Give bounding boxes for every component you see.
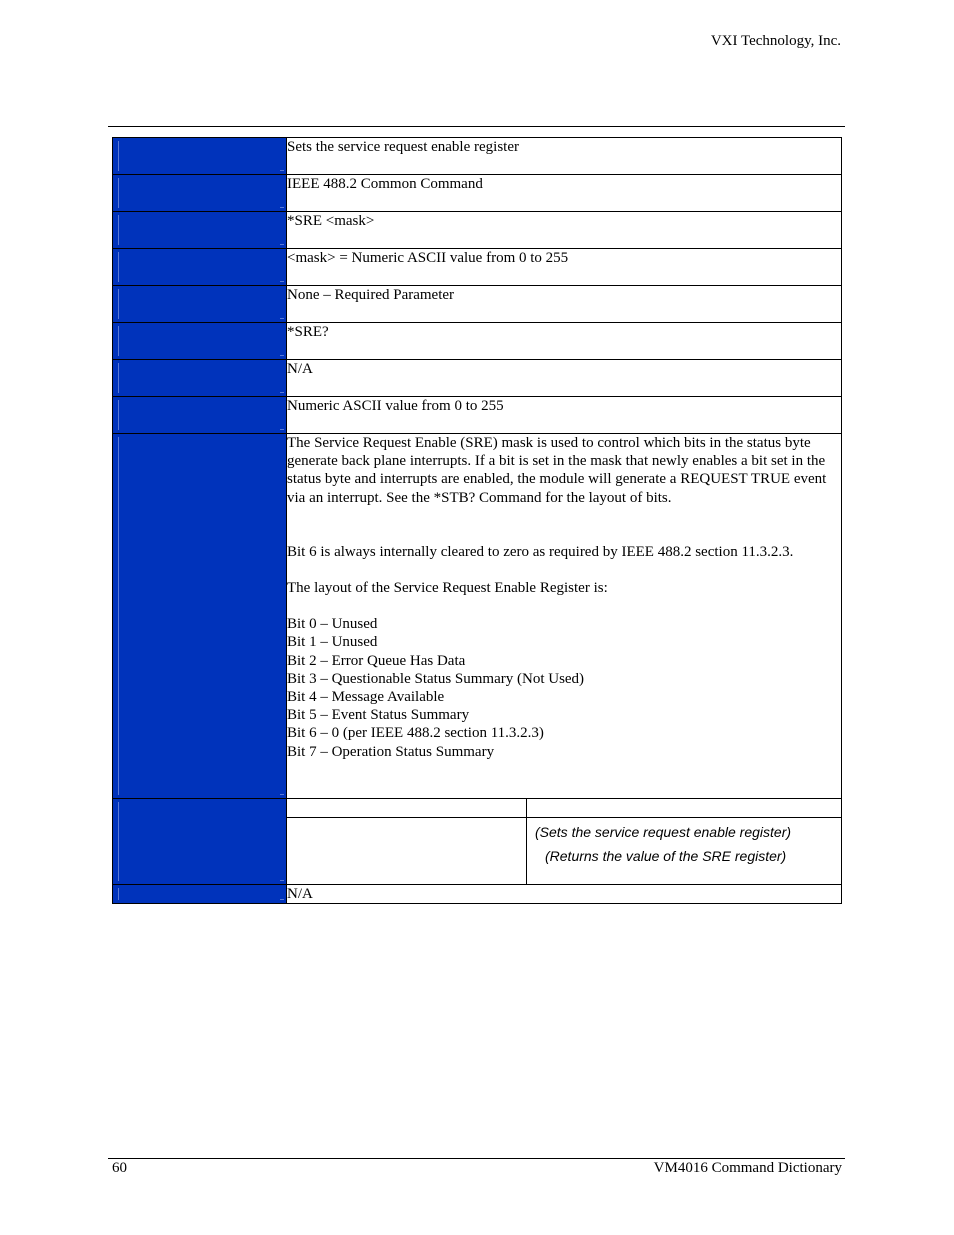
examples-command-cell bbox=[287, 818, 527, 885]
header-rule bbox=[108, 126, 845, 127]
bit-item: Bit 2 – Error Queue Has Data bbox=[287, 652, 466, 669]
purpose-value: Sets the service request enable register bbox=[287, 138, 842, 175]
label-cell-syntax bbox=[113, 212, 287, 249]
bit-item: Bit 4 – Message Available bbox=[287, 689, 445, 706]
examples-response-cell bbox=[527, 818, 842, 885]
label-cell-query-response bbox=[113, 397, 287, 434]
header-company: VXI Technology, Inc. bbox=[710, 33, 841, 49]
related-commands-value: N/A bbox=[287, 885, 842, 904]
footer-rule bbox=[108, 1158, 845, 1159]
label-cell-related bbox=[113, 885, 287, 904]
syntax-value: *SRE <mask> bbox=[287, 212, 842, 249]
label-cell-reset bbox=[113, 286, 287, 323]
label-cell-purpose bbox=[113, 138, 287, 175]
description-note: Bit 6 is always internally cleared to zero as required by IEEE 488.2 section 11.3.2.3. bbox=[287, 543, 794, 560]
page-number: 60 bbox=[112, 1160, 127, 1176]
description-value bbox=[287, 434, 842, 799]
example-line: (Returns the value of the SRE register) bbox=[545, 848, 787, 864]
type-value: IEEE 488.2 Common Command bbox=[287, 175, 842, 212]
register-layout-intro: The layout of the Service Request Enable Register is: bbox=[287, 580, 608, 597]
label-cell-query-parameters bbox=[113, 360, 287, 397]
bit-item: Bit 7 – Operation Status Summary bbox=[287, 743, 495, 760]
query-response-value: Numeric ASCII value from 0 to 255 bbox=[287, 397, 842, 434]
label-cell-parameters bbox=[113, 249, 287, 286]
bit-item: Bit 0 – Unused bbox=[287, 616, 378, 633]
document-title: VM4016 Command Dictionary bbox=[653, 1160, 842, 1176]
example-line: (Sets the service request enable register) bbox=[535, 824, 792, 840]
label-cell-description bbox=[113, 434, 287, 799]
reset-value: None – Required Parameter bbox=[287, 286, 842, 323]
bit-item: Bit 5 – Event Status Summary bbox=[287, 707, 470, 724]
description-paragraph: The Service Request Enable (SRE) mask is used to control which bits in the status byte generate back plane interrupts. If a bit is set in the mask that newly enables a bit set in the status byte and interrupts are enabled, the module will generate a REQUEST TRUE event via an interrupt. See the *STB? Command for the layout of bits. bbox=[287, 435, 827, 506]
label-cell-examples bbox=[113, 799, 287, 885]
examples-header-right bbox=[527, 799, 842, 818]
parameters-value: <mask> = Numeric ASCII value from 0 to 255 bbox=[287, 249, 842, 286]
bit-item: Bit 3 – Questionable Status Summary (Not Used) bbox=[287, 670, 585, 687]
query-syntax-value: *SRE? bbox=[287, 323, 842, 360]
label-cell-type bbox=[113, 175, 287, 212]
bit-item: Bit 6 – 0 (per IEEE 488.2 section 11.3.2.3) bbox=[287, 725, 544, 742]
bit-list bbox=[287, 615, 841, 761]
label-cell-query-syntax bbox=[113, 323, 287, 360]
command-table bbox=[112, 137, 842, 904]
query-parameters-value: N/A bbox=[287, 360, 842, 397]
bit-item: Bit 1 – Unused bbox=[287, 634, 378, 651]
examples-header-left bbox=[287, 799, 527, 818]
